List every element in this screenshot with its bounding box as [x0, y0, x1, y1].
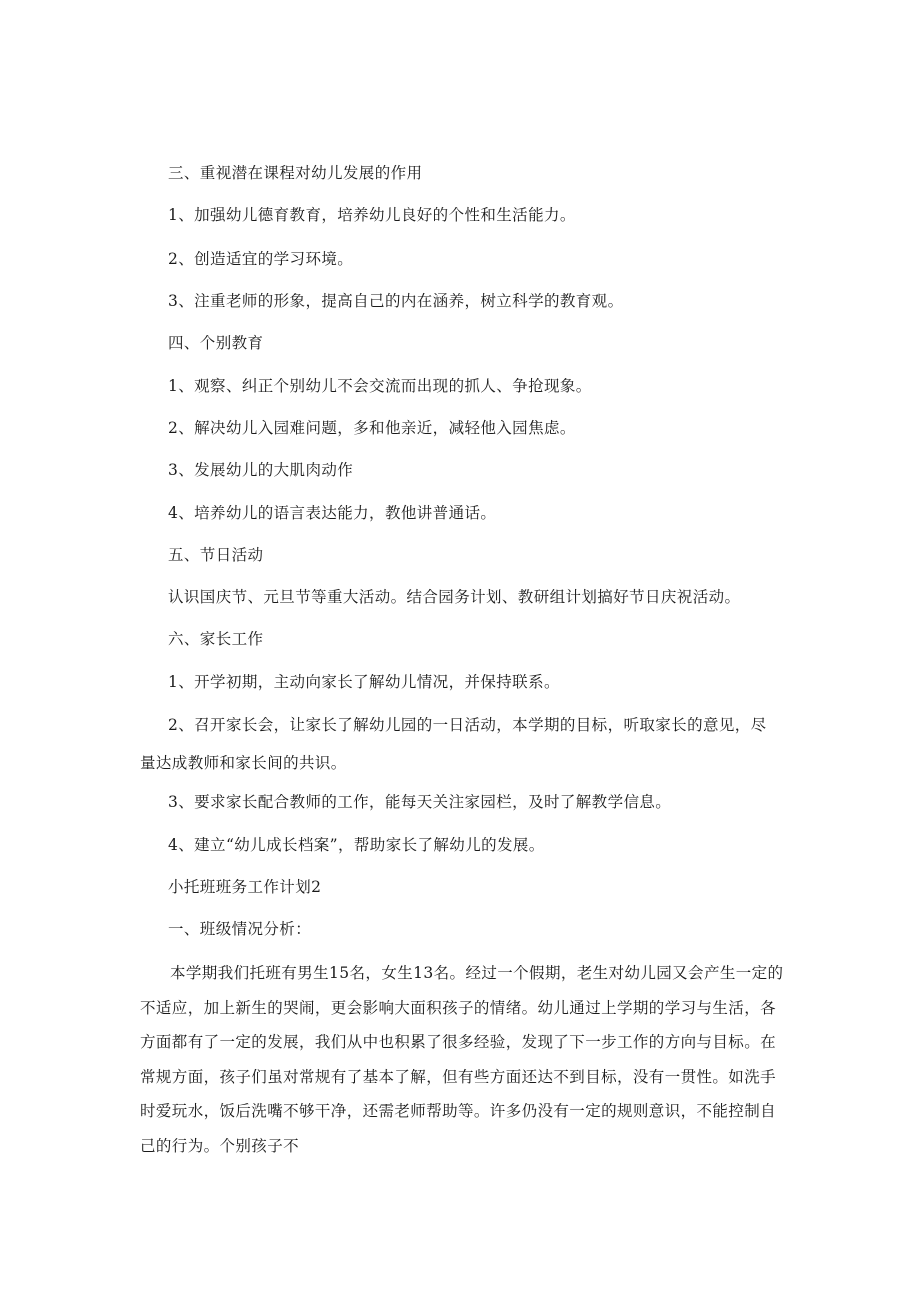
section-heading-4: 四、个别教育: [168, 334, 264, 352]
list-item: 1、观察、纠正个别幼儿不会交流而出现的抓人、争抢现象。: [168, 377, 592, 395]
list-item: 4、培养幼儿的语言表达能力，教他讲普通话。: [168, 504, 497, 522]
analysis-paragraph: 本学期我们托班有男生15名，女生13名。经过一个假期，老生对幼儿园又会产生一定的不适应，加上新生的哭闹，更会影响大面积孩子的情绪。幼儿通过上学期的学习与生活，各方面都有了一定的发展，我们从中也积累了很多经验，发现了下一步工作的方向与目标。在常规方面，孩子们虽对常规有了基本了解，但有些方面还达不到目标，没有一贯性。如洗手时爱玩水，饭后洗嘴不够干净，还需老师帮助等。许多仍没有一定的规则意识，不能控制自己的行为。个别孩子不: [140, 964, 784, 1155]
list-item: 3、发展幼儿的大肌肉动作: [168, 461, 354, 479]
list-item: 1、开学初期，主动向家长了解幼儿情况，并保持联系。: [168, 673, 560, 691]
list-item: 3、要求家长配合教师的工作，能每天关注家园栏，及时了解教学信息。: [168, 793, 672, 811]
list-item: 2、创造适宜的学习环境。: [168, 250, 354, 268]
section-heading-1: 一、班级情况分析：: [168, 920, 312, 938]
list-item: 2、解决幼儿入园难问题，多和他亲近，减轻他入园焦虑。: [168, 419, 576, 437]
list-item: 4、建立“幼儿成长档案”，帮助家长了解幼儿的发展。: [168, 836, 545, 854]
paragraph: 认识国庆节、元旦节等重大活动。结合园务计划、教研组计划搞好节日庆祝活动。: [168, 588, 741, 606]
section-heading-5: 五、节日活动: [168, 546, 264, 564]
list-item: 1、加强幼儿德育教育，培养幼儿良好的个性和生活能力。: [168, 206, 576, 224]
list-item: 3、注重老师的形象，提高自己的内在涵养，树立科学的教育观。: [168, 292, 624, 310]
section-heading-3: 三、重视潜在课程对幼儿发展的作用: [168, 164, 423, 182]
list-item-wrapped: 2、召开家长会，让家长了解幼儿园的一日活动，本学期的目标，听取家长的意见，尽量达成教师和家长间的共识。: [140, 716, 767, 772]
document-subtitle: 小托班班务工作计划2: [168, 878, 322, 896]
section-heading-6: 六、家长工作: [168, 630, 264, 648]
